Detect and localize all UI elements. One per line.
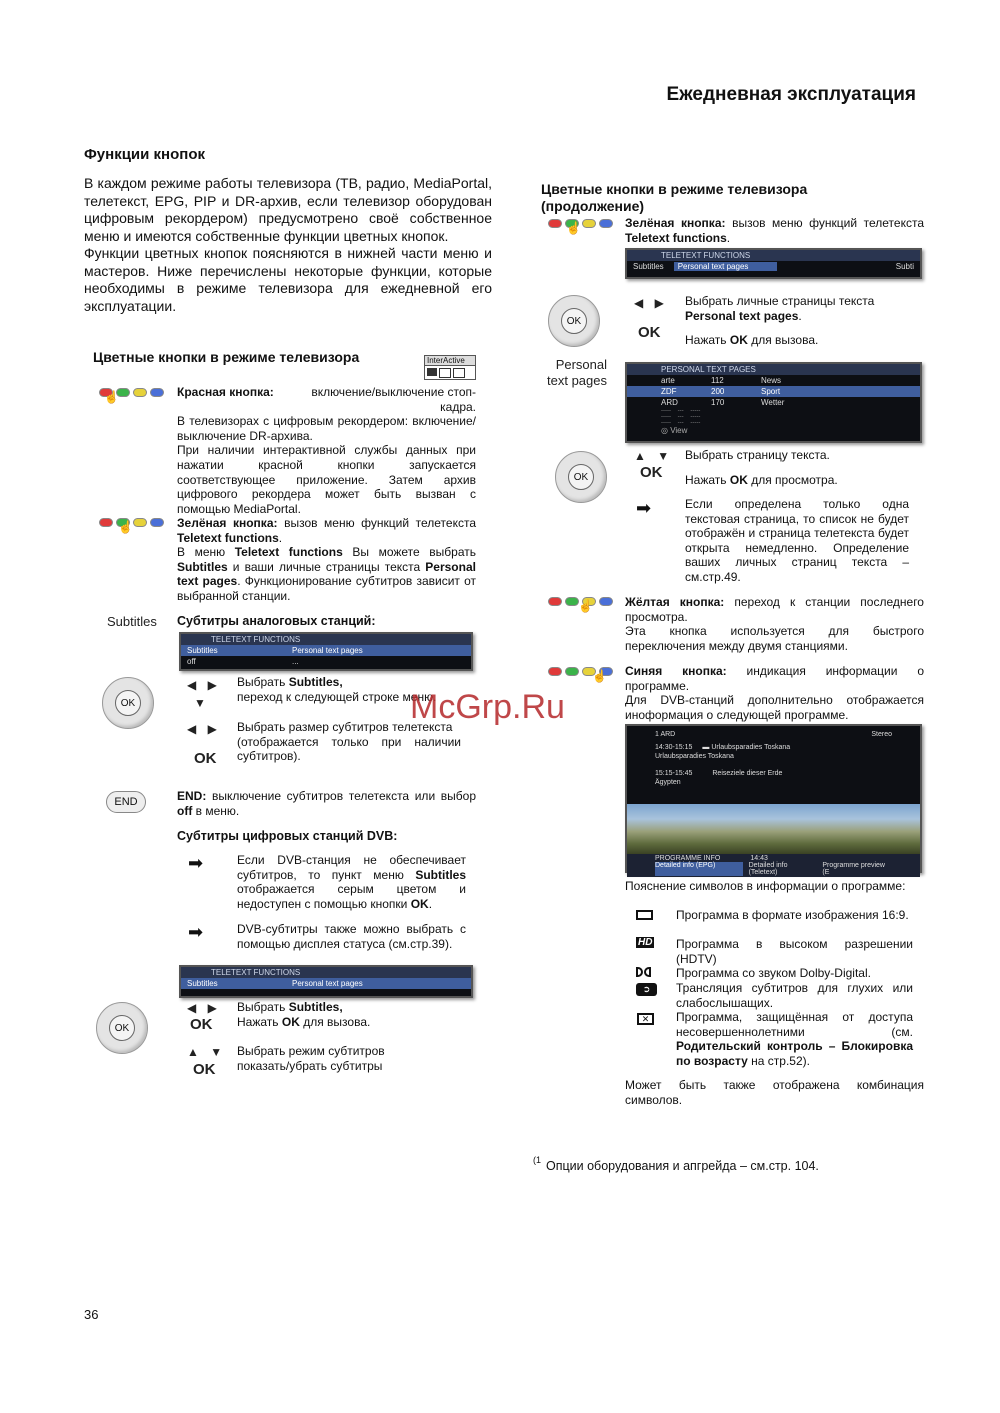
right-step1-c: Нажать [685, 333, 727, 348]
right-step2-a: Выбрать страницу текста. [685, 448, 830, 462]
step4-b: показать/убрать субтитры [237, 1058, 383, 1073]
osd-prog-2: Reiseziele dieser Erde [712, 770, 783, 777]
interactive-badge-label: InterActive [425, 356, 475, 366]
osd-row-selected [627, 386, 920, 397]
end-text: выключение субтитров телетекста или выбор [211, 789, 476, 803]
wheel-ok-label: OK [109, 1015, 135, 1041]
red-key-text-3: При наличии интерактивной службы данных при нажатии красной кнопки запускается соответствующее приложение. Затем архив цифрового рекордера может быть вызван с помощью MediaPortal. [177, 443, 476, 516]
hand-pointer-icon: ☝ [578, 599, 593, 613]
note-arrow-icon: ➡ [188, 853, 204, 873]
down-arrow-icon: ▼ [194, 696, 210, 710]
dvb-note-1a: Если DVB-станция не обеспечивает субтитров, то пункт меню [237, 853, 466, 882]
page-header-title: Ежедневная эксплуатация [666, 84, 916, 105]
osd-info-bar [627, 854, 920, 877]
osd-info-title: PROGRAMME INFO [655, 855, 721, 862]
right-step1-d: OK [729, 333, 748, 348]
hand-pointer-icon: ☝ [118, 520, 133, 534]
interactive-badge [424, 355, 476, 380]
intro-text-1: В каждом режиме работы телевизора (ТВ, радио, MediaPortal, телетекст, EPG, PIP и DR-архив, если телевизор оборудован цифровым рекордером) предусмотрено своё собственное меню и имеются собственные функции цветных кнопок. [84, 175, 492, 244]
osd-footer-label: View [670, 426, 688, 435]
osd-row-selected [181, 645, 471, 656]
dvb-note-1: Если DVB-станция не обеспечивает субтитров, то пункт меню Subtitles отображается серым цветом и недоступен с помощью кнопки OK. [237, 853, 466, 911]
osd-row [181, 656, 471, 667]
symbol-1-text: Программа в формате изображения 16:9. [676, 908, 909, 922]
yellow-key-title: Жёлтая кнопка: [625, 595, 725, 609]
symbol-5-text [676, 1010, 913, 1068]
step4-a: Выбрать режим субтитров [237, 1044, 385, 1058]
up-down-arrows-icon: ▲ ▼ [187, 1045, 227, 1059]
end-text-2: в меню. [195, 803, 240, 818]
end-button-icon: END [106, 791, 146, 813]
yellow-key-block [625, 595, 924, 653]
osd-row-name: arte [661, 376, 675, 385]
osd-time-2: 15:15-15:45 [655, 770, 693, 777]
symbols-outro: Может быть также отображена комбинация символов. [625, 1078, 924, 1107]
ok-button-icon: OK [190, 1016, 213, 1033]
osd-row-label: Sport [761, 387, 781, 396]
interactive-badge-icons [425, 366, 475, 380]
right-green-text: вызов меню функций телетекста [732, 216, 925, 230]
dvb-note-1d: OK [410, 896, 429, 911]
step3-a: Выбрать [237, 1000, 286, 1014]
osd-prog-1: ▬ Urlaubsparadies Toskana [702, 744, 791, 751]
osd-row-num: 112 [711, 376, 724, 385]
remote-wheel-icon [555, 451, 607, 503]
right-step2-c: OK [729, 472, 748, 487]
footnote-text: Опции оборудования и апгрейда – см.стр. 104. [546, 1159, 819, 1173]
osd-row-name: ZDF [661, 387, 677, 396]
osd-row [627, 375, 920, 386]
osd-audio: Stereo [871, 731, 892, 738]
osd-row-num: 170 [711, 398, 725, 407]
step3-c: Нажать [237, 1014, 279, 1029]
symbol-5-c: на стр.52). [751, 1053, 810, 1068]
right-step-2 [685, 448, 909, 487]
step3-e: для вызова. [303, 1014, 371, 1029]
osd-time-1: 14:30-15:15 [655, 744, 693, 751]
teletext-functions-osd-dvb [179, 965, 473, 998]
symbol-2-text: Программа в высоком разрешении (HDTV) [676, 937, 913, 966]
symbol-4-text: Трансляция субтитров для глухих или слабослышащих. [676, 981, 913, 1010]
blue-key-text: индикация информации о программе. [625, 664, 924, 693]
step2-text-b: (отображается только при наличии субтитров). [237, 734, 461, 764]
osd-title: TELETEXT FUNCTIONS [181, 967, 471, 978]
osd-row-subtitles: Subtitles [187, 979, 218, 988]
left-right-arrows-icon: ◀ ▶ [634, 296, 668, 310]
wheel-ok-label: OK [561, 308, 587, 334]
green-text-2f: Personal text pages [177, 559, 476, 589]
dvb-step-1 [237, 1000, 466, 1029]
osd-empty-rows: ----- --- ----- ----- --- ----- ----- --- ----- [661, 408, 701, 426]
dvb-note-2: DVB-субтитры также можно выбрать с помощью дисплея статуса (см.стр.39). [237, 922, 466, 951]
green-text-2e: и ваши личные страницы текста [232, 559, 421, 574]
green-key-text: вызов меню функций телетекста [284, 516, 477, 530]
right-section-title: Цветные кнопки в режиме телевизора (продолжение) [541, 181, 808, 214]
end-title: END: [177, 789, 207, 803]
osd-left-label: Subtitles [633, 262, 664, 271]
green-key-title: Зелёная кнопка: [177, 516, 278, 530]
right-step-1: Выбрать личные страницы текста Personal text pages. Нажать OK для вызова. [685, 294, 909, 348]
red-key-text-2: В телевизорах с цифровым рекордером: включение/выключение DR-архива. [177, 414, 476, 443]
parental-lock-icon: ✕ [637, 1013, 654, 1025]
yellow-key-text-2: Эта кнопка используется для быстрого переключения между двумя станциями. [625, 624, 924, 653]
step3-b: Subtitles, [288, 1000, 343, 1014]
right-step1-a: Выбрать личные страницы текста [685, 294, 875, 308]
red-key-title: Красная кнопка: [177, 385, 274, 399]
osd-row-personal: Personal text pages [292, 979, 363, 988]
personal-text-pages-osd [625, 362, 922, 443]
symbol-3-text: Программа со звуком Dolby-Digital. [676, 966, 871, 980]
green-text-2b: Teletext functions [234, 545, 343, 560]
left-right-arrows-icon: ◀ ▶ [187, 722, 221, 736]
osd-title: TELETEXT FUNCTIONS [627, 250, 920, 261]
up-down-arrows-icon: ▲ ▼ [634, 449, 674, 463]
dolby-digital-icon [636, 967, 651, 977]
osd-row-personal: Personal text pages [292, 646, 363, 655]
red-key-block [177, 385, 476, 516]
right-green-title: Зелёная кнопка: [625, 216, 726, 230]
personal-pages-side-label: Personal text pages [547, 357, 607, 388]
osd-row [627, 397, 920, 408]
right-step2-b: Нажать [685, 472, 727, 487]
left-right-arrows-icon: ◀ ▶ [187, 678, 221, 692]
note-arrow-icon: ➡ [188, 922, 204, 942]
osd-row-label: Wetter [761, 398, 785, 407]
dvb-note-1c: отображается серым цветом и недоступен с помощью кнопки [237, 882, 466, 911]
step3-d: OK [281, 1014, 300, 1029]
dvb-subtitles-title: Субтитры цифровых станций DVB: [177, 829, 398, 843]
osd-right-label: Subti [895, 262, 914, 271]
wheel-ok-label: OK [115, 690, 141, 716]
analog-subtitles-title: Субтитры аналоговых станций: [177, 614, 376, 628]
hand-pointer-icon: ☝ [592, 669, 607, 683]
right-step1-e: для вызова. [751, 333, 819, 348]
right-green-key-block: Зелёная кнопка: вызов меню функций телетекста Teletext functions. [625, 216, 925, 245]
remote-wheel-icon [102, 677, 154, 729]
hand-pointer-icon: ☝ [566, 221, 581, 235]
right-note: Если определена только одна текстовая страница, то список не будет отображён и страница телетекста будет открыта немедленно. Определение ваших личных страниц текста – см.стр.49. [685, 497, 909, 584]
osd-prog-1-title: Urlaubsparadies Toskana [711, 744, 791, 751]
ok-button-icon: OK [193, 1061, 216, 1078]
left-right-arrows-icon: ◀ ▶ [187, 1001, 221, 1015]
teletext-functions-osd [179, 632, 473, 671]
subtitles-side-label: Subtitles [107, 614, 157, 629]
remote-wheel-icon [548, 295, 600, 347]
dvb-note-1b: Subtitles [415, 867, 466, 882]
green-text-2c: Вы можете выбрать [352, 545, 476, 560]
osd-row-selected [181, 978, 471, 989]
step2-text: Выбрать размер субтитров телетекста [237, 720, 453, 734]
osd-row-subtitles: Subtitles [187, 646, 218, 655]
osd-channel: 1 ARD [655, 731, 676, 738]
osd-func-2: Detailed info (Teletext) [748, 862, 788, 876]
osd-programme-list [627, 726, 920, 804]
hand-pointer-icon: ☝ [104, 390, 119, 404]
wheel-ok-label: OK [568, 464, 594, 490]
osd-title: TELETEXT FUNCTIONS [181, 634, 471, 645]
osd-row [627, 261, 920, 272]
osd-prog-2-b: Ägypten [655, 779, 681, 786]
remote-wheel-icon [96, 1002, 148, 1054]
green-text-2a: В меню [177, 545, 226, 560]
osd-row-label: News [761, 376, 782, 385]
end-block [177, 789, 476, 818]
green-text-2g: . Функционирование субтитров зависит от выбранной станции. [177, 574, 476, 603]
green-key-block: Зелёная кнопка: вызов меню функций телетекста Teletext functions. В меню Teletext functions Вы можете выбрать Subtitles и ваши личные страницы текста Personal text pages. Функционирование субтитров зависит от выбранной станции. [177, 516, 477, 603]
step1-a: Выбрать [237, 675, 286, 689]
osd-row-num: 200 [711, 387, 725, 396]
programme-info-osd [625, 724, 922, 876]
green-key-bold: Teletext functions [177, 530, 279, 545]
osd-func-3: Programme preview (E [822, 862, 885, 876]
osd-footer: ◎ View [661, 426, 688, 435]
ok-button-icon: OK [640, 464, 663, 481]
red-key-text: включение/выключение стоп-кадра. [311, 385, 476, 414]
blue-key-title: Синяя кнопка: [625, 664, 727, 678]
end-bold: off [177, 803, 193, 818]
right-step1-b: Personal text pages [685, 308, 799, 323]
blue-key-text-2: Для DVB-станций дополнительно отображается иноформация о следующей программе. [625, 693, 924, 722]
hdtv-icon: HD [638, 937, 653, 948]
ok-button-icon: OK [638, 324, 661, 341]
green-text-2d: Subtitles [177, 559, 228, 574]
ok-button-icon: OK [194, 750, 217, 767]
right-step2-d: для просмотра. [751, 472, 838, 487]
symbol-5-a: Программа, защищённая от доступа несовершеннолетними (см. [676, 1010, 913, 1039]
note-arrow-icon: ➡ [636, 498, 652, 518]
intro-text-2: Функции цветных кнопок поясняются в нижней части меню и мастеров. Ниже перечислены некоторые функции, которые необходимы в режиме телевизора для ежедневной его эксплуатации. [84, 245, 492, 314]
yellow-key-text: переход к станции последнего просмотра. [625, 595, 924, 624]
osd-title: PERSONAL TEXT PAGES [627, 364, 920, 375]
step1-b: Subtitles, [288, 675, 343, 689]
page-number: 36 [84, 1307, 99, 1322]
osd-func-1: Detailed info (EPG) [655, 862, 743, 876]
widescreen-icon [636, 910, 653, 920]
teletext-functions-osd-right [625, 248, 922, 279]
blue-key-block [625, 664, 924, 722]
section-title: Функции кнопок [84, 146, 206, 163]
intro-paragraph [84, 175, 492, 315]
subtitles-hearing-icon: ➲ [636, 983, 657, 996]
osd-row-dots: ... [292, 657, 299, 666]
footnote-mark: (1 [533, 1155, 542, 1165]
osd-prog-1-b: Urlaubsparadies Toskana [655, 753, 734, 760]
osd-row-name: ARD [661, 398, 678, 407]
subsection-title: Цветные кнопки в режиме телевизора [93, 349, 360, 365]
osd-row-personal: Personal text pages [674, 262, 777, 271]
osd-clock: 14:43 [750, 855, 768, 862]
watermark: McGrp.Ru [410, 688, 565, 726]
tv-picture-image [627, 804, 920, 854]
symbols-intro: Пояснение символов в информации о программе: [625, 879, 906, 893]
dvb-step-2 [237, 1044, 466, 1073]
step1-c: переход к следующей строке меню. [237, 689, 437, 704]
right-green-bold: Teletext functions [625, 230, 727, 245]
symbol-5-b: Родительский контроль – Блокировка по возрасту [676, 1039, 913, 1068]
osd-row-off: off [187, 657, 196, 666]
